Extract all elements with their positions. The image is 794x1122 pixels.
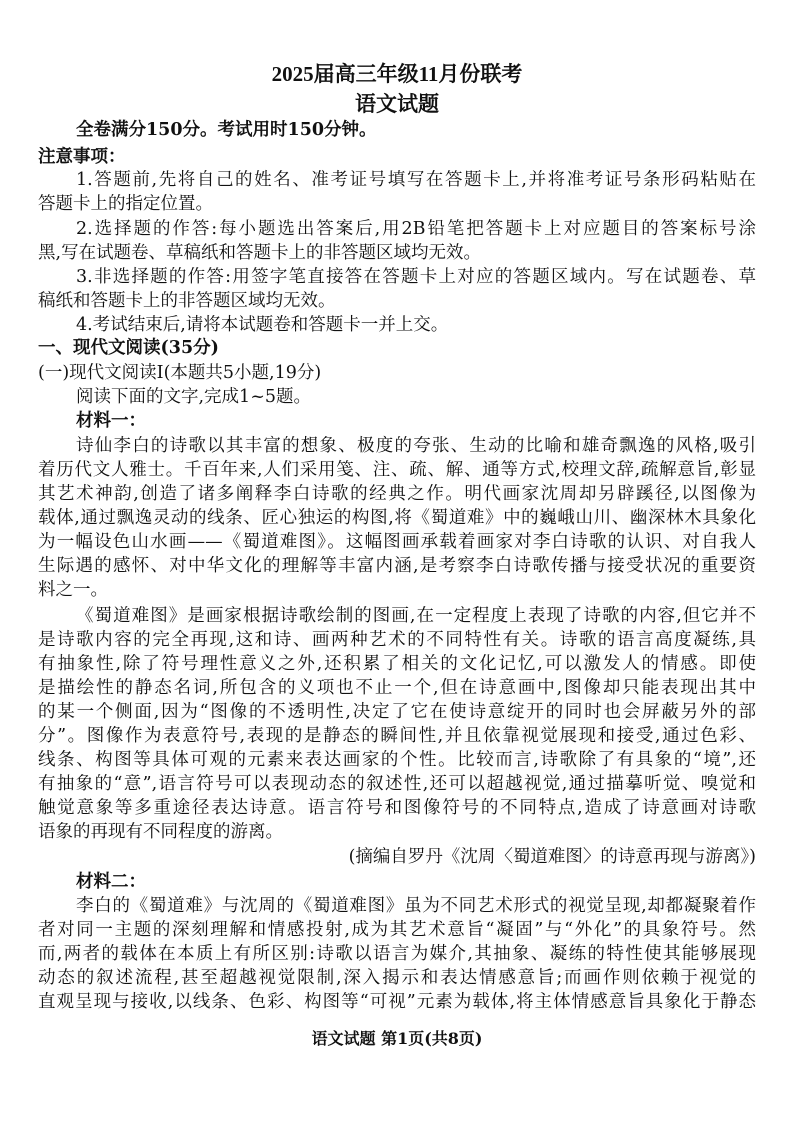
material1-label: 材料一： <box>76 411 146 431</box>
text-line: 李白的《蜀道难》与沈周的《蜀道难图》虽为不同艺术形式的视觉呈现,却都凝聚着作 <box>76 896 756 916</box>
text-line: 着历代文人雅士。千百年来,人们采用笺、注、疏、解、通等方式,校理文辞,疏解意旨,彰显 <box>38 460 756 480</box>
text-line: 有抽象性,除了符号理性意义之外,还积累了相关的文化记忆,可以激发人的情感。即使 <box>38 654 756 674</box>
text-line: 《蜀道难图》是画家根据诗歌绘制的图画,在一定程度上表现了诗歌的内容,但它并不 <box>76 606 756 626</box>
exam-title: 2025届高三年级11月份联考 <box>271 62 523 86</box>
text-line: 为一幅设色山水画——《蜀道难图》。这幅图画承载着画家对李白诗歌的认识、对自我人 <box>38 532 756 552</box>
text-line: 有抽象的“意”,语言符号可以表现动态的叙述性,还可以超越视觉,通过描摹听觉、嗅觉和 <box>38 774 756 794</box>
text-line: 料之一。 <box>38 580 108 600</box>
text-line: 是诗歌内容的完全再现,这和诗、画两种艺术的不同特性有关。诗歌的语言高度凝练,具 <box>38 630 756 650</box>
notice-heading: 注意事项： <box>38 147 126 167</box>
text-line: 直观呈现与接收,以线条、色彩、构图等“可视”元素为载体,将主体情感意旨具象化于静态 <box>38 992 756 1012</box>
text-line: 诗仙李白的诗歌以其丰富的想象、极度的夸张、生动的比喻和雄奇飘逸的风格,吸引 <box>76 436 756 456</box>
text-line: 线条、构图等具体可观的元素来表达画家的个性。比较而言,诗歌除了有具象的“境”,还 <box>38 750 756 770</box>
exam-subject: 语文试题 <box>355 91 439 116</box>
text-line: 的某一个侧面,因为“图像的不透明性,决定了它在使诗意绽开的同时也会屏蔽另外的部 <box>38 702 756 722</box>
section-subheading: (一)现代文阅读Ⅰ(本题共5小题,19分) <box>38 363 322 383</box>
page-footer: 语文试题 第1页(共8页) <box>311 1029 483 1048</box>
notice-line: 2.选择题的作答:每小题选出答案后,用2B铅笔把答题卡上对应题目的答案标号涂 <box>76 219 756 239</box>
notice-line: 稿纸和答题卡上的非答题区域均无效。 <box>38 291 336 311</box>
reading-instruction: 阅读下面的文字,完成1~5题。 <box>76 387 311 407</box>
text-line: 分”。图像作为表意符号,表现的是静态的瞬间性,并且依靠视觉展现和接受,通过色彩、 <box>38 726 756 746</box>
section-heading: 一、现代文阅读(35分) <box>38 338 219 358</box>
notice-line: 3.非选择题的作答:用签字笔直接答在答题卡上对应的答题区域内。写在试题卷、草 <box>76 267 756 287</box>
exam-info: 全卷满分150分。考试用时150分钟。 <box>76 120 377 140</box>
text-line: 者对同一主题的深刻理解和情感投射,成为其艺术意旨“凝固”与“外化”的具象符号。然 <box>38 920 756 940</box>
text-line: 而,两者的载体在本质上有所区别:诗歌以语言为媒介,其抽象、凝练的特性使其能够展现 <box>38 944 756 964</box>
text-line: 动态的叙述流程,甚至超越视觉限制,深入揭示和表达情感意旨;而画作则依赖于视觉的 <box>38 968 756 988</box>
text-line: 生际遇的感怀、对中华文化的理解等丰富内涵,是考察李白诗歌传播与接受状况的重要资 <box>38 556 756 576</box>
text-line: 载体,通过飘逸灵动的线条、匠心独运的构图,将《蜀道难》中的巍峨山川、幽深林木具象化 <box>38 508 756 528</box>
material1-source: (摘编自罗丹《沈周〈蜀道难图〉的诗意再现与游离》) <box>348 847 756 867</box>
text-line: 语象的再现有不同程度的游离。 <box>38 822 283 842</box>
text-line: 触觉意象等多重途径表达诗意。语言符号和图像符号的不同特点,造成了诗意画对诗歌 <box>38 798 756 818</box>
text-line: 其艺术神韵,创造了诸多阐释李白诗歌的经典之作。明代画家沈周却另辟蹊径,以图像为 <box>38 484 756 504</box>
notice-line: 黑,写在试题卷、草稿纸和答题卡上的非答题区域均无效。 <box>38 243 482 263</box>
notice-line: 1.答题前,先将自己的姓名、准考证号填写在答题卡上,并将准考证号条形码粘贴在 <box>76 170 756 190</box>
text-line: 是描绘性的静态名词,所包含的义项也不止一个,但在诗意画中,图像却只能表现出其中 <box>38 678 756 698</box>
notice-line: 4.考试结束后,请将本试题卷和答题卡一并上交。 <box>76 315 449 335</box>
notice-line: 答题卡上的指定位置。 <box>38 194 213 214</box>
material2-label: 材料二： <box>76 872 146 892</box>
